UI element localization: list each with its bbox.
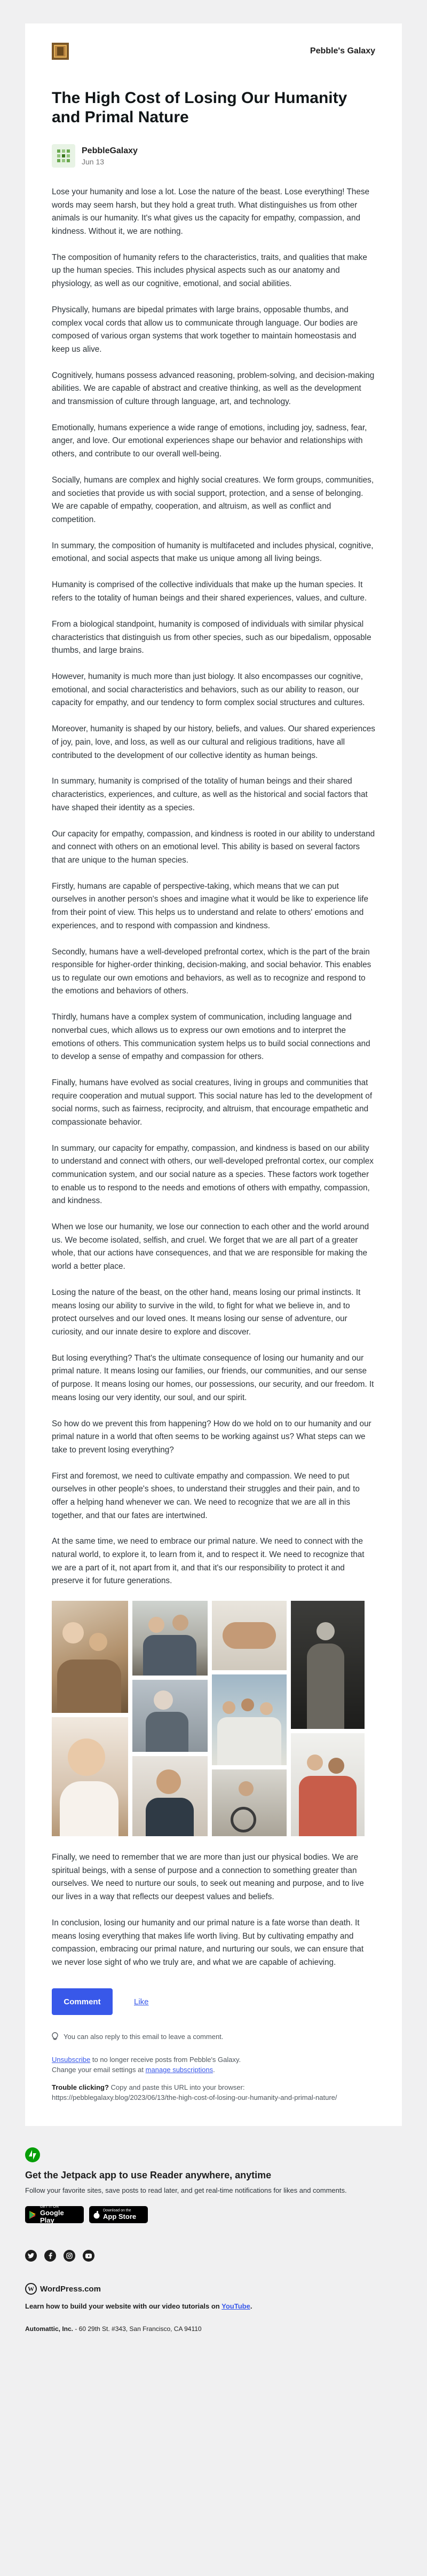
unsubscribe-link[interactable]: Unsubscribe [52, 2056, 91, 2064]
google-play-badge[interactable] [25, 2206, 84, 2223]
author-info [82, 146, 138, 166]
site-name[interactable]: Pebble's Galaxy [310, 46, 375, 56]
jetpack-subtitle: Follow your favorite sites, save posts to read later, and get real-time notifications for likes and comments. [25, 2186, 347, 2195]
post-paragraph: However, humanity is much more than just biology. It also encompasses our cognitive, emotional, and social characteristics and behaviors, such as our ability to reason, our capacity for empathy, and our tendency to form complex social structures and cultures. [52, 672, 365, 708]
youtube-icon[interactable] [83, 2250, 94, 2262]
post-body-conclusion [52, 1851, 375, 1969]
post-paragraph: In summary, the composition of humanity is multifaceted and includes physical, cognitive, emotional, and social aspects that make us unique among all living beings. [52, 541, 374, 564]
post-body [52, 186, 375, 1588]
gallery-image-family[interactable] [52, 1601, 128, 1713]
twitter-icon[interactable] [25, 2250, 37, 2262]
post-paragraph: Socially, humans are complex and highly social creatures. We form groups, communities, and societies that provide us with social support, protection, and a sense of belonging. We are capable of empathy, cooperation, and altruism, as well as conflict and competition. [52, 476, 374, 524]
youtube-link[interactable]: YouTube [222, 2302, 250, 2311]
post-card [25, 23, 402, 2126]
post-url[interactable]: https://pebblegalaxy.blog/2023/06/13/the-high-cost-of-losing-our-humanity-and-primal-nature/ [52, 2093, 337, 2102]
post-paragraph: Firstly, humans are capable of perspective-taking, which means that we can put ourselves in another person's shoes and imagine what it would be like to experience life from their point of view. This helps us to understand and relate to others' emotions and experiences, and to respond with compassion and kindness. [52, 881, 369, 930]
app-store-big: App Store [103, 2212, 137, 2221]
reply-note-text: You can also reply to this email to leave a comment. [64, 2032, 224, 2041]
gallery-column [291, 1601, 365, 1836]
post-paragraph: First and foremost, we need to cultivate empathy and compassion. We need to put ourselves in other people's shoes, to understand their struggles and their pain, and to offer a helping hand whenever we can. We need to recognize that we are all in this together, and that our fates are intertwined. [52, 1471, 360, 1520]
trouble-text: Copy and paste this URL into your browser: [108, 2083, 245, 2092]
site-logo[interactable] [52, 43, 69, 60]
gallery-image-group[interactable] [212, 1674, 287, 1765]
lightbulb-icon [52, 2032, 58, 2041]
post-paragraph: Finally, humans have evolved as social creatures, living in groups and communities that require cooperation and mutual support. This social nature has led to the development of social norms, such as fairness, reciprocity, and altruism, that encourage empathetic and compassionate behavior. [52, 1078, 373, 1127]
gallery-image-portrait[interactable] [132, 1756, 208, 1836]
post-paragraph: Lose your humanity and lose a lot. Lose the nature of the beast. Lose everything! These words may seem harsh, but they hold a great truth. What distinguishes us from other animals is our humanity. It's what gives us the capacity for empathy, compassion, and kindness. Without it, we are nothing. [52, 187, 369, 236]
app-store-badge[interactable] [89, 2206, 148, 2223]
like-link[interactable]: Like [134, 1997, 149, 2006]
address-text: - 60 29th St. #343, San Francisco, CA 94110 [73, 2325, 202, 2333]
gallery-image-silhouette[interactable] [291, 1601, 365, 1729]
post-actions [52, 1988, 375, 2015]
jetpack-title: Get the Jetpack app to use Reader anywhere, anytime [25, 2170, 272, 2181]
learn-text: Learn how to build your website with our video tutorials on [25, 2302, 222, 2311]
instagram-icon[interactable] [64, 2250, 75, 2262]
post-paragraph: When we lose our humanity, we lose our connection to each other and the world around us. We become isolated, selfish, and cruel. We forget that we are all part of a greater whole, that our actions have consequences, and that we are responsible for making the world a better place. [52, 1222, 369, 1271]
settings-line [52, 2065, 375, 2075]
post-paragraph: Finally, we need to remember that we are more than just our physical bodies. We are spiritual beings, with a sense of purpose and a connection to something greater than ourselves. We need to nurture our souls, to seek out meaning and purpose, and to live our lives in a way that reflects our deepest values and beliefs. [52, 1853, 364, 1902]
gallery-image-couple[interactable] [132, 1601, 208, 1676]
post-paragraph: Losing the nature of the beast, on the other hand, means losing our primal instincts. It means losing our ability to survive in the wild, to fight for what we believe in, and to protect ourselves and our loved ones. It means losing our sense of adventure, our curiosity, and our innate desire to explore and discover. [52, 1288, 361, 1337]
post-paragraph: In summary, humanity is comprised of the totality of human beings and their shared characteristics, experiences, and culture, as well as the historical and social factors that have shaped their identity as a species. [52, 777, 368, 812]
gallery-column [52, 1601, 128, 1836]
post-title[interactable]: The High Cost of Losing Our Humanity and Primal Nature [52, 89, 347, 126]
google-play-small: GET IT ON [40, 2205, 59, 2209]
subscription-meta [52, 2055, 375, 2075]
wordpress-brand[interactable] [25, 2283, 402, 2295]
wordpress-label: WordPress.com [40, 2284, 101, 2294]
gallery-column [212, 1601, 287, 1836]
app-store-badges [25, 2206, 402, 2223]
wordpress-logo-icon: W [25, 2283, 37, 2295]
unsubscribe-line [52, 2055, 375, 2065]
company-name: Automattic, Inc. [25, 2325, 74, 2333]
avatar-pattern-icon [54, 147, 73, 165]
post-paragraph: So how do we prevent this from happening? How do we hold on to our humanity and our primal nature in a world that often seems to be working against us? What steps can we take to prevent losing everything? [52, 1419, 371, 1455]
site-header [52, 43, 375, 60]
jetpack-logo-icon [25, 2147, 40, 2162]
post-paragraph: Humanity is comprised of the collective individuals that make up the human species. It refers to the totality of human beings and their shared experiences, values, and culture. [52, 580, 367, 603]
trouble-clicking [52, 2082, 375, 2103]
gallery-image-hands[interactable] [212, 1601, 287, 1670]
image-gallery [52, 1601, 375, 1836]
post-paragraph: Our capacity for empathy, compassion, and kindness is rooted in our ability to understand and connect with others on an emotional level. This ability is based on several factors that are unique to the human species. [52, 829, 375, 865]
reply-note [52, 2032, 375, 2041]
post-paragraph: Moreover, humanity is shaped by our history, beliefs, and values. Our shared experiences of joy, pain, love, and loss, as well as our cultural and religious traditions, have all contributed to the development of our collective identity as human beings. [52, 724, 375, 760]
comment-button[interactable]: Comment [52, 1988, 113, 2015]
company-address [25, 2325, 402, 2333]
app-store-small: Download on the [103, 2209, 131, 2213]
post-paragraph: In conclusion, losing our humanity and our primal nature is a fate worse than death. It means losing everything that makes life worth living. But by cultivating empathy and compassion, embracing our primal nature, and nurturing our souls, we can ensure that we never lose sight of who we truly are, and what we are capable of achieving. [52, 1918, 364, 1967]
gallery-image-wheelchair[interactable] [212, 1769, 287, 1836]
post-paragraph: Cognitively, humans possess advanced reasoning, problem-solving, and decision-making abilities. We are capable of abstract and creative thinking, as well as the development and transmission of culture through language, art, and technology. [52, 370, 375, 406]
email-footer [25, 2126, 402, 2333]
gallery-column [132, 1601, 208, 1836]
social-links [25, 2250, 402, 2262]
gallery-image-elderly[interactable] [132, 1680, 208, 1752]
gallery-image-hug[interactable] [291, 1733, 365, 1836]
post-paragraph: From a biological standpoint, humanity is composed of individuals with similar physical characteristics that distinguish us from other species, such as our bipedalism, opposable thumbs, and large brains. [52, 619, 371, 655]
post-paragraph: Thirdly, humans have a complex system of communication, including language and nonverbal cues, which allows us to express our own emotions and to interpret the emotions of others. This communication system helps us to build social connections and to develop a sense of empathy and compassion for others. [52, 1013, 370, 1062]
unsubscribe-text: to no longer receive posts from Pebble's Galaxy. [90, 2056, 241, 2064]
google-play-icon [29, 2211, 37, 2219]
post-paragraph: Emotionally, humans experience a wide range of emotions, including joy, sadness, fear, anger, and love. Our emotional experiences shape our behavior and relationships with others, and contribute to our overall well-being. [52, 423, 367, 459]
avatar [52, 144, 75, 168]
learn-end: . [250, 2302, 252, 2311]
post-paragraph: At the same time, we need to embrace our primal nature. We need to connect with the natural world, to explore it, to learn from it, and to respect it. We need to recognize that we are a part of it, not apart from it, and that it's our responsibility to protect it and preserve it for future generations. [52, 1537, 365, 1586]
post-paragraph: Physically, humans are bipedal primates with large brains, opposable thumbs, and complex vocal cords that allow us to communicate through language. Our bodies are composed of various organ systems that work together to maintain homeostasis and keep us alive. [52, 305, 358, 354]
post-date: Jun 13 [82, 157, 105, 166]
post-paragraph: The composition of humanity refers to the characteristics, traits, and qualities that make up the human species. This includes physical aspects such as our anatomy and physiology, as well as our cognitive, emotional, and social abilities. [52, 252, 367, 288]
author-name[interactable]: PebbleGalaxy [82, 146, 138, 155]
post-paragraph: Secondly, humans have a well-developed prefrontal cortex, which is the part of the brain responsible for higher-order thinking, decision-making, and social behavior. This enables us to regulate our own emotions and behaviors, as well as to recognize and respond to the emotions and behaviors of others. [52, 947, 371, 996]
trouble-label: Trouble clicking? [52, 2083, 109, 2092]
settings-end: . [213, 2066, 215, 2074]
gallery-image-child[interactable] [52, 1717, 128, 1836]
email-container [25, 0, 402, 2333]
manage-subscriptions-link[interactable]: manage subscriptions [145, 2066, 213, 2074]
learn-line [25, 2302, 402, 2310]
facebook-icon[interactable] [44, 2250, 56, 2262]
apple-icon [93, 2211, 100, 2219]
post-paragraph: But losing everything? That's the ultimate consequence of losing our humanity and our primal nature. It means losing our families, our friends, our communities, and our sense of purpose. It means losing our homes, our possessions, our security, and our freedom. It means losing our very identity, our soul, and our spirit. [52, 1353, 374, 1402]
author-row [52, 144, 375, 168]
settings-text: Change your email settings at [52, 2066, 146, 2074]
google-play-big: Google Play [40, 2209, 64, 2225]
post-paragraph: In summary, our capacity for empathy, compassion, and kindness is based on our ability to understand and connect with others, our well-developed prefrontal cortex, our complex communication system, and our social nature as a species. These factors work together to enable us to respond to the needs and emotions of others with empathy, compassion, and kindness. [52, 1143, 374, 1206]
